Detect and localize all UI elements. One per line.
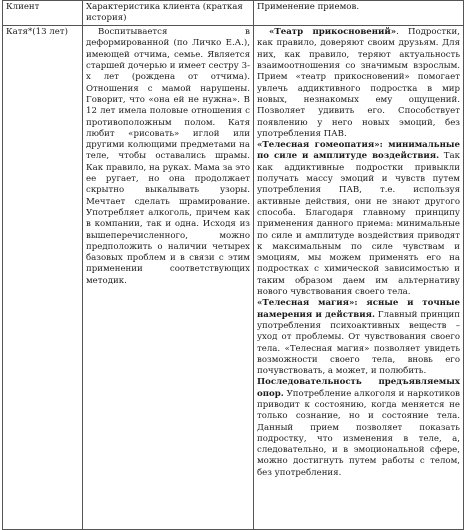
technique-title: «Телесная магия»: ясные и точные намерения и действия.: [257, 298, 460, 320]
technique-text: Так как аддиктивные подростки привыкли получать массу эмоций и чувств путем употребления ПАВ, т.е. используя активные действия, они не знают другого способа. Благодаря главному принципу применения данного приема: минимальные по силе и амплитуде воздействия приводят к максимальным по силе чувствам и эмоциям, мы можем применять его на подростках с химической зависимостью и таким образом даем им альтернативу нового чувствования своего тела.: [257, 151, 460, 298]
technique-paragraph: [257, 140, 460, 298]
technique-title: Последовательность предъявляемых опор.: [257, 377, 460, 399]
client-techniques-table: [2, 0, 464, 530]
cell-techniques: [254, 26, 464, 530]
cell-history: [83, 26, 254, 530]
technique-text: . Подростки, как правило, доверяют своим друзьям. Для них, как правило, теряют актуальность взаимоотношения со значимым взрослым. Прием «театр прикосновений» помогает увлечь аддиктивного подростка в мир новых, незнакомых ему ощущений. Позволяет удивить его. Способствует появлению у него новых эмоций, без употребления ПАВ.: [257, 27, 460, 139]
cell-client: Катя*(13 лет): [3, 26, 83, 530]
technique-paragraph: [257, 298, 460, 377]
header-client: Клиент: [3, 1, 83, 26]
table-row: [3, 26, 464, 530]
technique-paragraph: [257, 377, 460, 479]
technique-title: «Телесная гомеопатия»: минимальные по силе и амплитуде воздействия.: [257, 140, 460, 162]
technique-title: «Театр прикосновений»: [269, 27, 397, 38]
technique-text: Употребление алкоголя и наркотиков приводит к состоянию, когда меняется не только сознание, но и состояние тела. Данный прием позволяет показать подростку, что изменения в теле, а, следовательно, и в эмоциональной сфере, можно достигнуть путем работы с телом, без употребления.: [257, 388, 460, 478]
technique-text: Главный принцип употребления психоактивных веществ – уход от проблемы. От чувствования своего тела. «Телесная магия» позволяет увидеть возможности своего тела, вновь его почувствовать, а может, и полюбить.: [257, 309, 460, 377]
table-header-row: [3, 1, 464, 26]
header-history: Характеристика клиента (краткая история): [83, 1, 254, 26]
header-techniques: Применение приемов.: [254, 1, 464, 26]
technique-paragraph: [257, 27, 460, 140]
history-text: Воспитывается в деформированной (по Личко Е.А.), имеющей отчима, семье. Является старшей дочерью и имеет сестру 3-х лет (рождена от отчима). Отношения с мамой нарушены. Говорит, что «она ей не нужна». В 12 лет имела половые отношения с противоположным полом. Катя любит «рисовать» иглой или другими колющими предметами на теле, чтобы оставались шрамы. Как правило, на руках. Мама за это ее ругает, но она продолжает скрытно выкалывать узоры. Мечтает сделать шрамирование. Употребляет алкоголь, причем как в компании, так и одна. Исходя из вышеперечисленного, можно предположить о наличии четырех базовых проблем и в связи с этим применении соответствующих методик.: [86, 27, 250, 286]
